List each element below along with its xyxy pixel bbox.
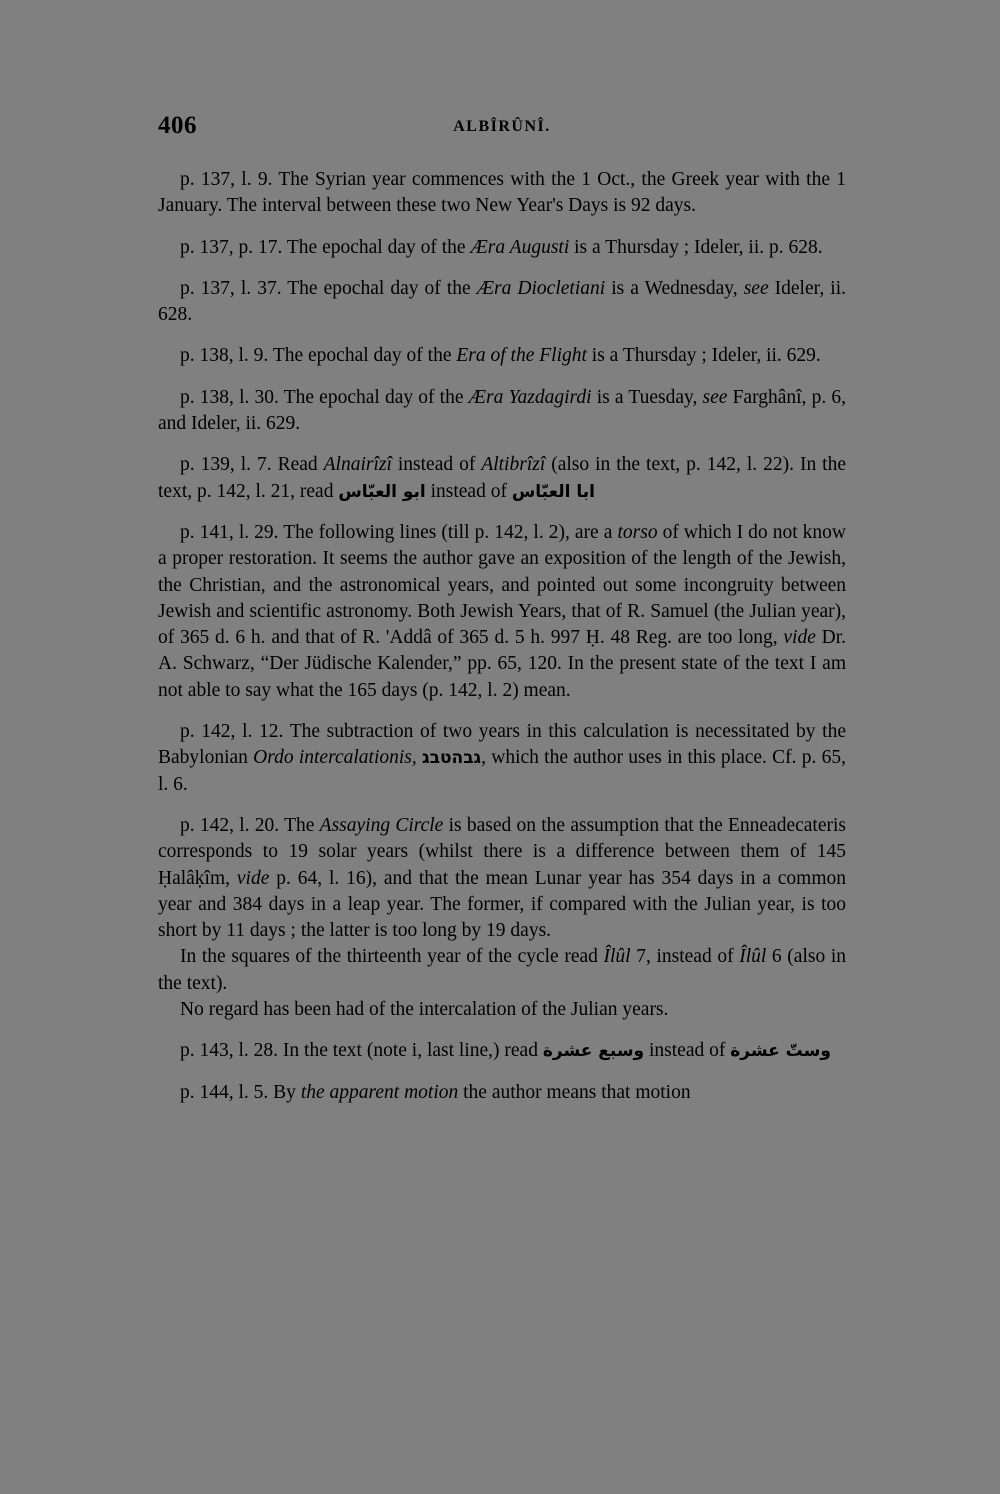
note-paragraph xyxy=(158,719,846,798)
page-header xyxy=(158,112,846,144)
note-text-segment: p. 137, l. 37. The epochal day of the xyxy=(180,277,477,299)
note-text-segment: the author means that motion xyxy=(458,1081,691,1103)
page-number: 406 xyxy=(158,112,197,139)
note-ital-segment: Æra Diocletiani xyxy=(476,277,606,299)
note-arabic-segment: ابا العبّاس xyxy=(511,481,595,502)
note-ital-segment: Îlûl xyxy=(603,946,631,968)
note-ital-segment: Îlûl xyxy=(739,946,767,968)
note-text-segment: 7, instead of xyxy=(630,946,740,968)
note-ital-segment: Æra Yazdagirdi xyxy=(468,386,592,408)
note-ital-segment: see xyxy=(743,277,769,299)
note-text-segment: is based on the assumption that the Enneadecateris corresponds to 19 solar years (whilst there is a difference between them of 145 Ḥalâḳîm, xyxy=(158,814,846,889)
note-text-segment: Dr. A. Schwarz, “Der Jüdische Kalender,” pp. 65, 120. In the present state of the text I am not able to say what the 165 days (p. 142, l. 2) mean. xyxy=(158,627,846,701)
note-text-segment: Ideler, ii. 628. xyxy=(158,277,846,326)
note-text-segment: is a Thursday ; Ideler, ii. 629. xyxy=(586,345,821,367)
note-text-segment: instead of xyxy=(644,1040,731,1062)
note-ital-segment: Alnairîzî xyxy=(323,454,392,476)
note-paragraph xyxy=(158,343,846,369)
note-paragraph xyxy=(158,813,846,944)
note-text-segment: p. 143, l. 28. In the text (note i, last line,) read xyxy=(180,1040,543,1062)
note-text-segment: p. 144, l. 5. By xyxy=(180,1081,301,1103)
note-paragraph xyxy=(158,276,846,329)
note-text-segment: In the squares of the thirteenth year of the cycle read xyxy=(180,946,604,968)
note-ital-segment: Altibrîzî xyxy=(481,454,546,476)
note-text-segment: p. 137, l. 9. The Syrian year commences with the 1 Oct., the Greek year with the 1 January. The interval between these two New Year's Days is 92 days. xyxy=(158,169,846,217)
note-paragraph xyxy=(158,997,846,1023)
note-text-segment: p. 64, l. 16), and that the mean Lunar year has 354 days in a common year and 384 days in a leap year. The former, if compared with the Julian year, is too short by 11 days ; the latter is too long by 19 days. xyxy=(158,867,846,942)
note-hebrew-segment: גבהטבג xyxy=(422,748,482,769)
note-ital-segment: the apparent motion xyxy=(300,1081,459,1103)
note-text-segment: instead of xyxy=(391,454,482,476)
note-text-segment: p. 141, l. 29. The following lines (till p. 142, l. 2), are a xyxy=(180,521,618,543)
note-ital-segment: Æra Augusti xyxy=(470,236,570,258)
note-ital-segment: vide xyxy=(236,867,270,889)
note-text-segment: is a Wednesday, xyxy=(605,277,744,299)
note-text-segment: p. 137, p. 17. The epochal day of the xyxy=(180,236,471,258)
note-text-segment: (also in the text, p. 142, l. 22). In the text, p. 142, l. 21, read xyxy=(158,454,847,502)
note-arabic-segment: وستّ عشرة xyxy=(730,1041,831,1062)
note-paragraph xyxy=(158,385,846,438)
note-arabic-segment: وسبع عشرة xyxy=(542,1041,645,1062)
note-text-segment: p. 139, l. 7. Read xyxy=(180,454,324,476)
note-text-segment: Farghânî, p. 6, and Ideler, ii. 629. xyxy=(158,386,846,435)
note-paragraph xyxy=(158,944,846,997)
note-text-segment: is a Tuesday, xyxy=(591,386,703,408)
note-text-segment: p. 138, l. 9. The epochal day of the xyxy=(180,345,457,367)
note-ital-segment: Assaying Circle xyxy=(319,814,444,836)
running-head: ALBÎRÛNÎ. xyxy=(453,118,551,135)
note-paragraph xyxy=(158,452,846,505)
note-paragraph xyxy=(158,235,846,261)
note-text-segment: 6 (also in the text). xyxy=(158,946,847,994)
note-text-segment: , which the author uses in this place. Cf. p. 65, l. 6. xyxy=(158,747,847,795)
note-arabic-segment: ابو العبّاس xyxy=(338,481,426,502)
note-ital-segment: vide xyxy=(783,627,816,649)
note-paragraph xyxy=(158,1038,846,1064)
note-text-segment: instead of xyxy=(425,480,512,502)
note-text-segment: p. 142, l. 12. The subtraction of two years in this calculation is necessitated by the Babylonian xyxy=(158,721,846,769)
note-text-segment: is a Thursday ; Ideler, ii. p. 628. xyxy=(569,236,823,258)
note-text-segment: p. 142, l. 20. The xyxy=(180,814,320,836)
note-ital-segment: see xyxy=(702,386,728,408)
note-text-segment: p. 138, l. 30. The epochal day of the xyxy=(180,386,469,408)
note-paragraph xyxy=(158,520,846,704)
note-ital-segment: torso xyxy=(617,521,658,543)
note-ital-segment: Ordo intercalationis, xyxy=(253,747,417,769)
note-text-segment: of which I do not know a proper restoration. It seems the author gave an exposition of the length of the Jewish, the Christian, and the astronomical years, and pointed out some incongruity between Jewish and scientific astronomy. Both Jewish Years, that of R. Samuel (the Julian year), of 365 d. 6 h. and that of R. 'Addâ of 365 d. 5 h. 997 Ḥ. 48 Reg. are too long, xyxy=(158,521,846,649)
note-paragraph xyxy=(158,167,846,220)
notes-body xyxy=(158,167,846,1121)
note-ital-segment: Era of the Flight xyxy=(456,345,587,367)
note-paragraph xyxy=(158,1080,846,1106)
note-text-segment: No regard has been had of the intercalation of the Julian years. xyxy=(180,999,669,1021)
